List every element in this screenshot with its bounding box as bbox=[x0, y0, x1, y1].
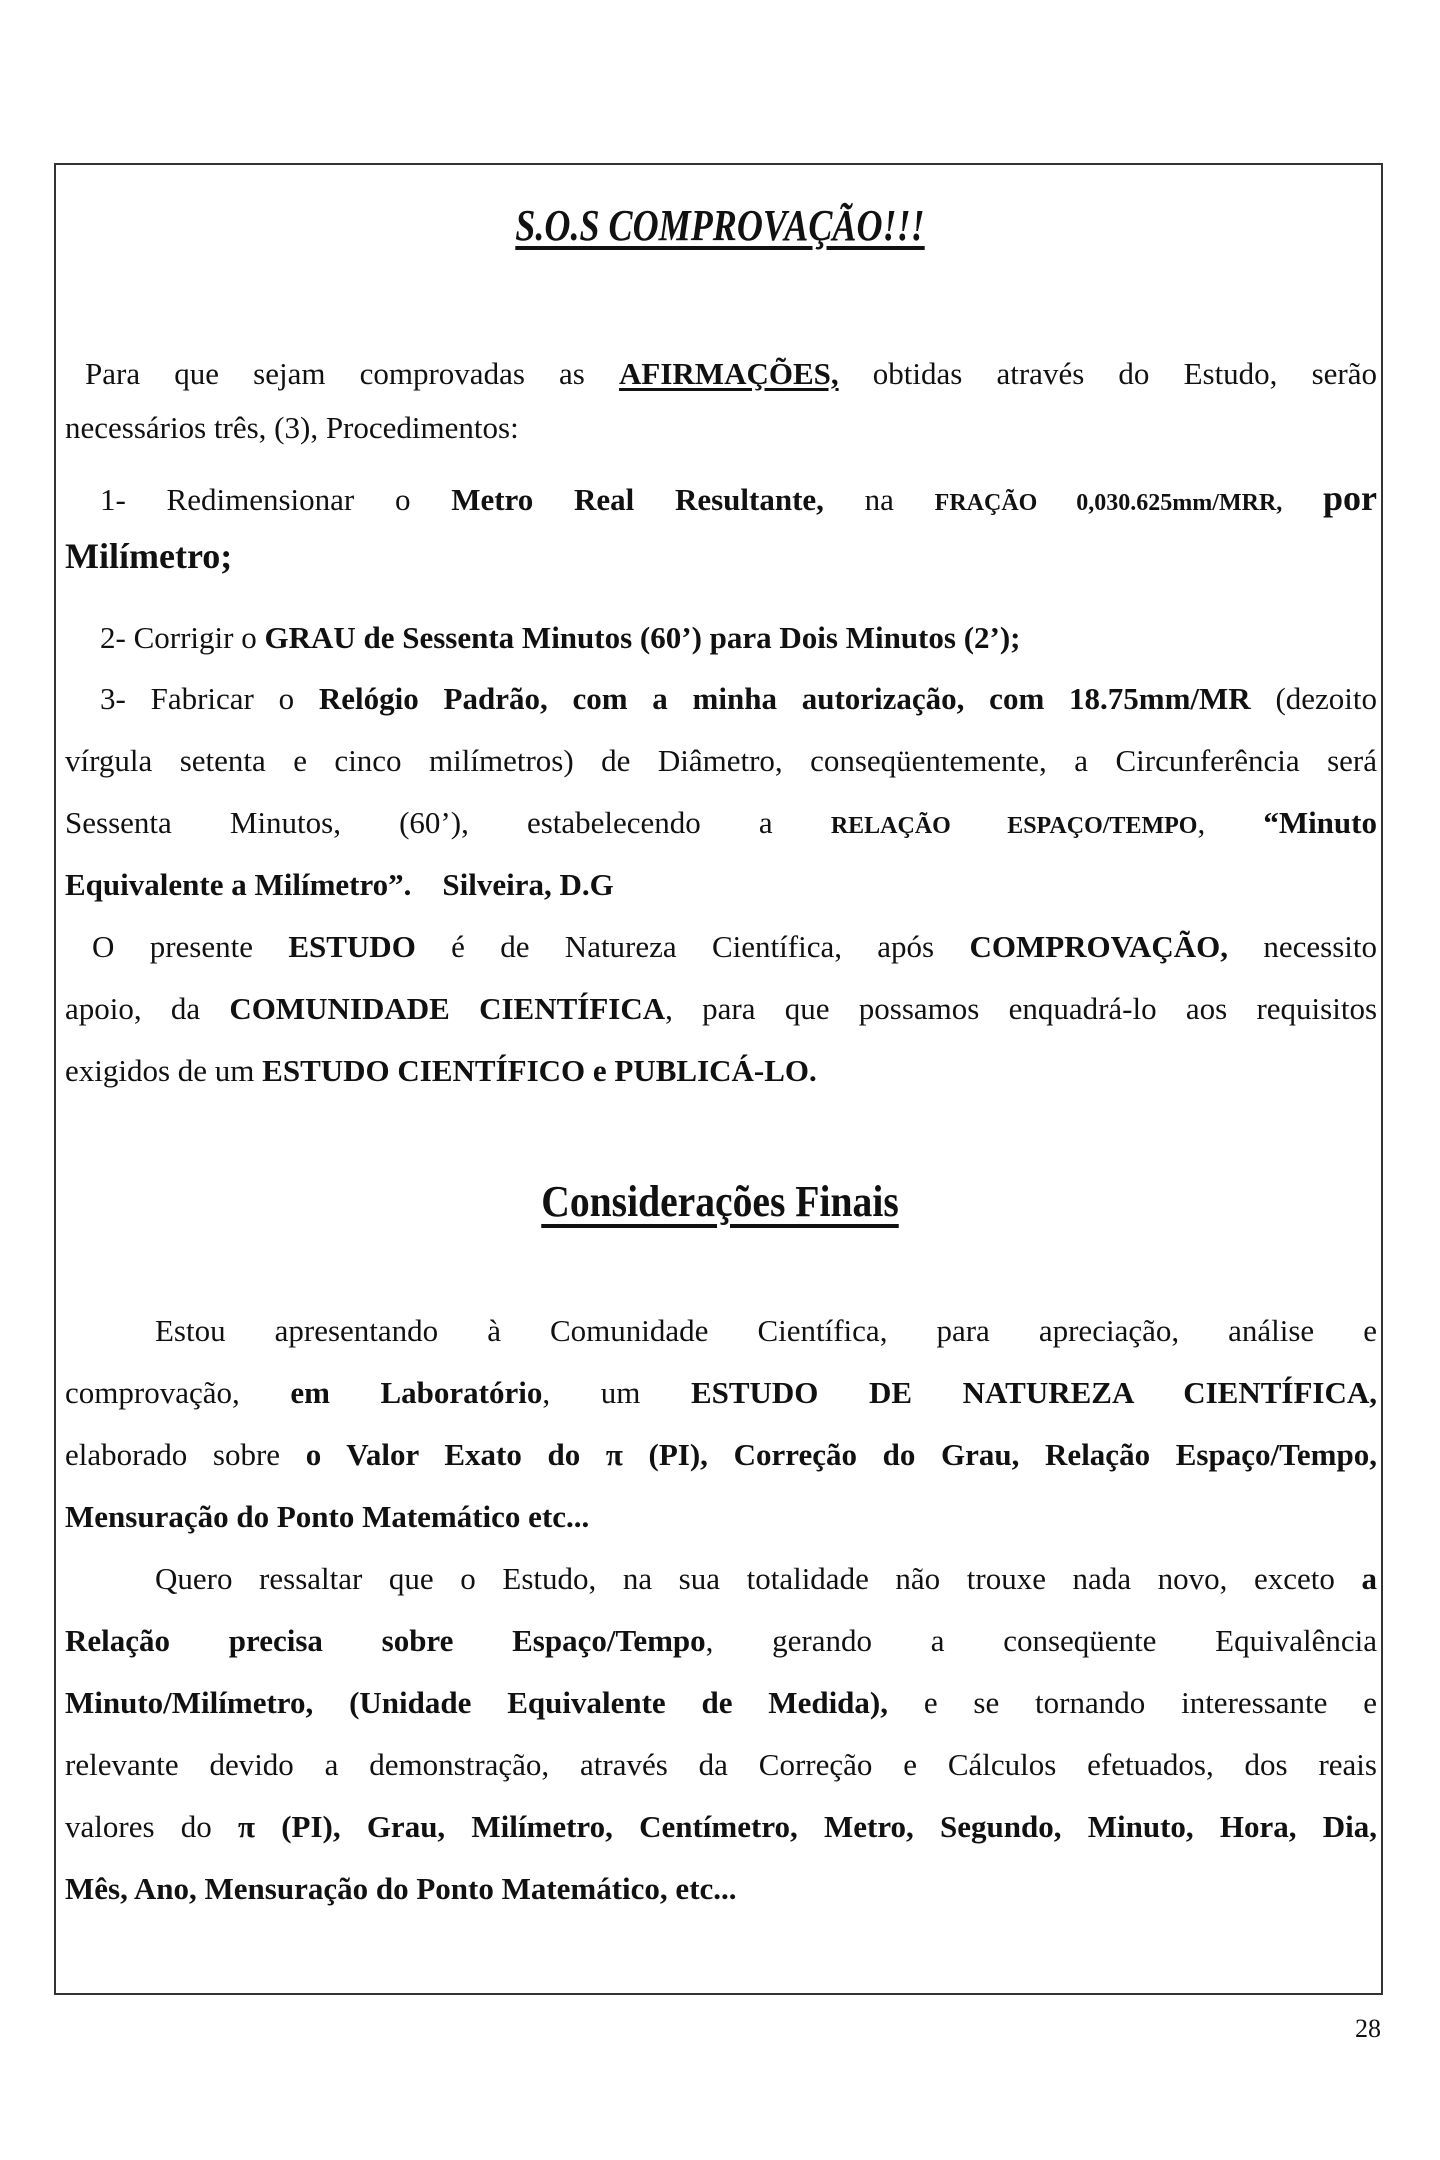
text: e se tornando interessante e bbox=[923, 1685, 1377, 1720]
text: Para que sejam comprovadas as bbox=[85, 356, 585, 391]
text: necessito bbox=[1263, 929, 1378, 964]
final-p1-line-2 bbox=[65, 1373, 1377, 1413]
text: valores do bbox=[65, 1809, 212, 1844]
emphasis-fraction: FRAÇÃO 0,030.625mm/MRR, bbox=[934, 490, 1283, 516]
intro-line-1 bbox=[85, 354, 1377, 394]
text: elaborado sobre bbox=[65, 1437, 281, 1472]
emphasis: ESTUDO DE NATUREZA CIENTÍFICA, bbox=[690, 1375, 1377, 1410]
emphasis: por bbox=[1323, 478, 1378, 518]
page-title bbox=[130, 200, 1311, 252]
final-p2-line-5 bbox=[65, 1807, 1377, 1847]
text: apoio, da bbox=[65, 991, 201, 1026]
final-p2-line-6: Mês, Ano, Mensuração do Ponto Matemático, etc... bbox=[65, 1871, 737, 1906]
closing-line-1 bbox=[92, 927, 1377, 967]
text: obtidas através do Estudo, serão bbox=[872, 356, 1377, 391]
emphasis: Relação precisa sobre Espaço/Tempo bbox=[65, 1623, 706, 1658]
emphasis: “Minuto bbox=[1263, 805, 1377, 840]
text: , um bbox=[542, 1375, 641, 1410]
step-2-line bbox=[100, 618, 1377, 658]
step-1-line-2: Milímetro; bbox=[65, 536, 233, 576]
final-p2-line-2 bbox=[65, 1621, 1377, 1661]
emphasis-relacao: RELAÇÃO ESPAÇO/TEMPO bbox=[830, 813, 1198, 839]
text: Quero ressaltar que o Estudo, na sua totalidade não trouxe nada novo, exceto bbox=[155, 1561, 1335, 1596]
emphasis: o Valor Exato do π (PI), Correção do Grau, Relação Espaço/Tempo, bbox=[305, 1437, 1377, 1472]
text: , para que possamos enquadrá-lo aos requisitos bbox=[665, 991, 1378, 1026]
emphasis: Relógio Padrão, com a minha autorização, com 18.75mm/MR bbox=[318, 681, 1251, 716]
closing-line-2 bbox=[65, 989, 1377, 1029]
emphasis: a bbox=[1361, 1561, 1377, 1596]
emphasis: ESTUDO bbox=[288, 929, 416, 964]
text: , gerando a conseqüente Equivalência bbox=[705, 1623, 1377, 1658]
emphasis: em Laboratório bbox=[290, 1375, 543, 1410]
emphasis: π (PI), Grau, Milímetro, Centímetro, Metro, Segundo, Minuto, Hora, Dia, bbox=[237, 1809, 1377, 1844]
emphasis: COMPROVAÇÃO, bbox=[969, 929, 1229, 964]
section-title-text: Considerações Finais bbox=[541, 1177, 899, 1226]
page-title-text: S.O.S COMPROVAÇÃO!!! bbox=[515, 201, 925, 250]
text: O presente bbox=[92, 929, 253, 964]
emphasis: GRAU de Sessenta Minutos (60’) para Dois Minutos (2’); bbox=[264, 620, 1021, 655]
text: Equivalente a Milímetro”. bbox=[65, 867, 412, 902]
page-number: 28 bbox=[1355, 2014, 1381, 2043]
final-p2-line-3 bbox=[65, 1683, 1377, 1723]
text: é de Natureza Científica, após bbox=[451, 929, 935, 964]
closing-line-3 bbox=[65, 1051, 1377, 1091]
step-1-line-1 bbox=[100, 478, 1377, 523]
final-p2-line-1 bbox=[155, 1559, 1377, 1599]
step-3-line-2: vírgula setenta e cinco milímetros) de Diâmetro, conseqüentemente, a Circunferência será bbox=[65, 743, 1377, 778]
text: , bbox=[1197, 805, 1206, 840]
text: 3- Fabricar o bbox=[100, 681, 295, 716]
emphasis-afirmacoes: AFIRMAÇÕES, bbox=[619, 356, 839, 391]
text: Sessenta Minutos, (60’), estabelecendo a bbox=[65, 805, 773, 840]
emphasis: COMUNIDADE CIENTÍFICA bbox=[229, 991, 666, 1026]
step-3-line-1 bbox=[100, 679, 1377, 719]
text: 1- Redimensionar o bbox=[100, 482, 411, 517]
final-p1-line-4: Mensuração do Ponto Matemático etc... bbox=[65, 1499, 590, 1534]
section-title bbox=[72, 1176, 1368, 1228]
step-3-line-3 bbox=[65, 803, 1377, 846]
step-3-line-4 bbox=[65, 865, 1377, 905]
final-p1-line-3 bbox=[65, 1435, 1377, 1475]
text: 2- Corrigir o bbox=[100, 620, 257, 655]
final-p1-line-1: Estou apresentando à Comunidade Científica, para apreciação, análise e bbox=[155, 1313, 1377, 1348]
author-signature: Silveira, D.G bbox=[442, 867, 614, 902]
text: comprovação, bbox=[65, 1375, 240, 1410]
intro-line-2: necessários três, (3), Procedimentos: bbox=[65, 410, 519, 445]
emphasis: Minuto/Milímetro, (Unidade Equivalente de Medida), bbox=[65, 1685, 888, 1720]
final-p2-line-4: relevante devido a demonstração, através da Correção e Cálculos efetuados, dos reais bbox=[65, 1747, 1377, 1782]
emphasis: ESTUDO CIENTÍFICO e PUBLICÁ-LO. bbox=[262, 1053, 817, 1088]
emphasis: Metro Real Resultante, bbox=[451, 482, 824, 517]
text: exigidos de um bbox=[65, 1053, 255, 1088]
text: na bbox=[864, 482, 894, 517]
text: (dezoito bbox=[1275, 681, 1378, 716]
